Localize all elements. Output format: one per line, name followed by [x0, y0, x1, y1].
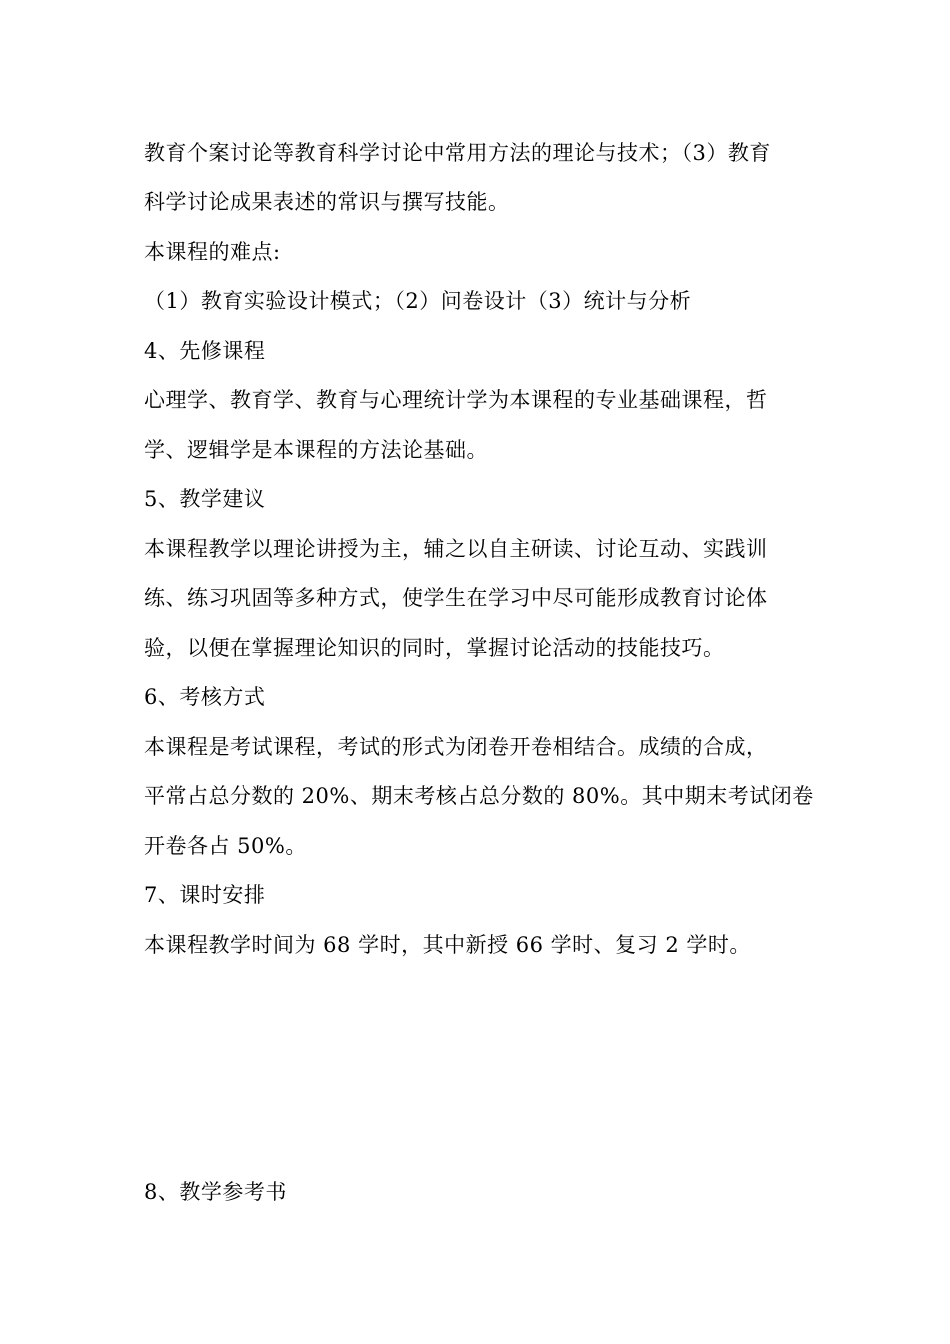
section-heading-class-hours: 7、课时安排 [144, 883, 266, 907]
paragraph-line: 开卷各占 50%。 [144, 834, 307, 858]
paragraph-line: 本课程是考试课程，考试的形式为闭卷开卷相结合。成绩的合成， [144, 735, 768, 759]
paragraph-line: 科学讨论成果表述的常识与撰写技能。 [144, 190, 510, 214]
section-heading-prerequisites: 4、先修课程 [144, 339, 266, 363]
paragraph-line: 平常占总分数的 20%、期末考核占总分数的 80%。其中期末考试闭卷 [144, 784, 814, 808]
section-heading-assessment: 6、考核方式 [144, 685, 266, 709]
paragraph-line: （1）教育实验设计模式；（2）问卷设计（3）统计与分析 [144, 289, 692, 313]
section-heading-teaching-suggestions: 5、教学建议 [144, 487, 266, 511]
paragraph-line: 验，以便在掌握理论知识的同时，掌握讨论活动的技能技巧。 [144, 636, 725, 660]
paragraph-line: 本课程教学以理论讲授为主，辅之以自主研读、讨论互动、实践训 [144, 537, 768, 561]
paragraph-line: 练、练习巩固等多种方式，使学生在学习中尽可能形成教育讨论体 [144, 586, 768, 610]
paragraph-line: 学、逻辑学是本课程的方法论基础。 [144, 438, 488, 462]
paragraph-line: 本课程教学时间为 68 学时，其中新授 66 学时、复习 2 学时。 [144, 933, 751, 957]
paragraph-line: 教育个案讨论等教育科学讨论中常用方法的理论与技术；（3）教育 [144, 141, 771, 165]
section-label-difficulties: 本课程的难点: [144, 240, 281, 264]
paragraph-line: 心理学、教育学、教育与心理统计学为本课程的专业基础课程，哲 [144, 388, 768, 412]
section-heading-references: 8、教学参考书 [144, 1180, 287, 1204]
